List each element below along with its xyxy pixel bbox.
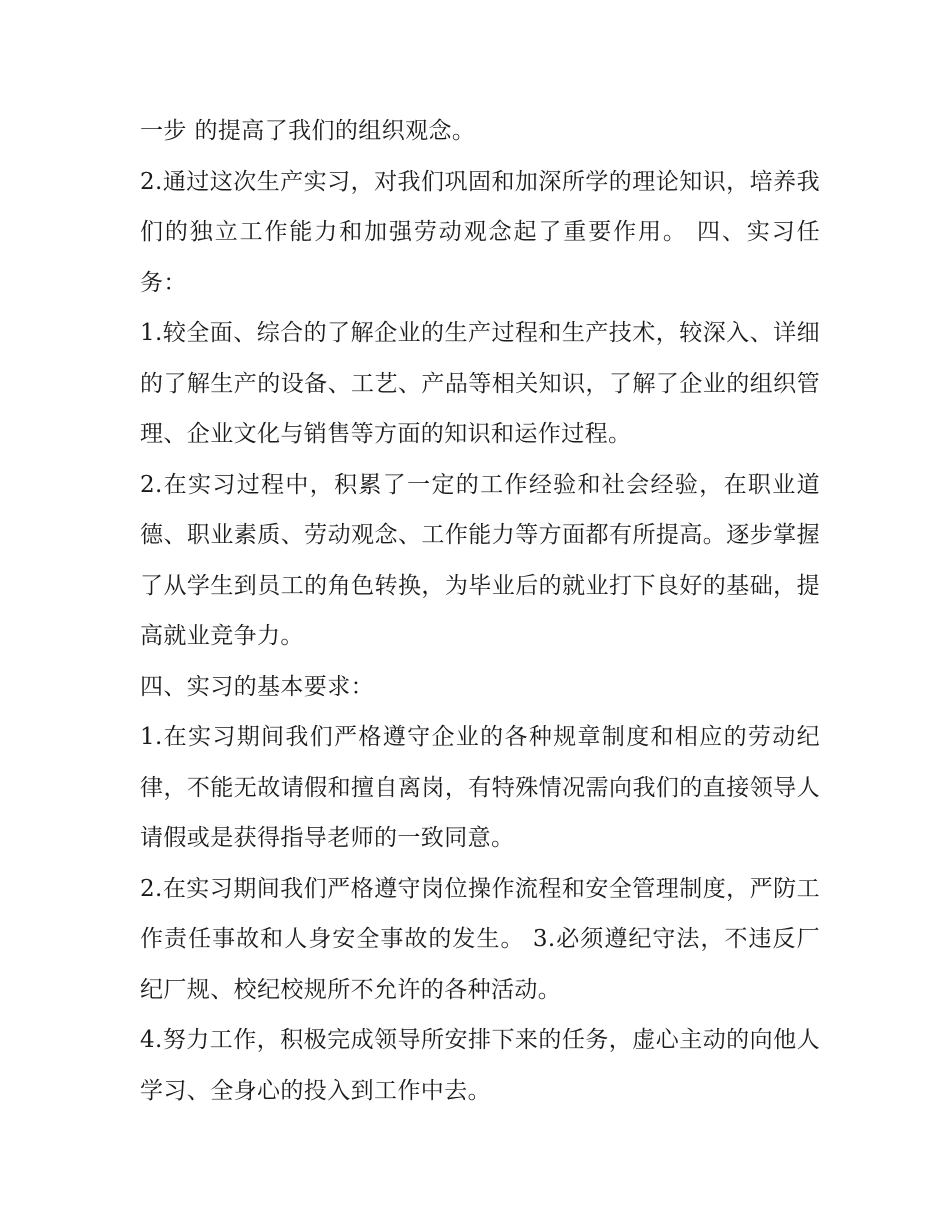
paragraph-item: 2.在实习过程中，积累了一定的工作经验和社会经验，在职业道德、职业素质、劳动观念、工作能力等方面都有所提高。逐步掌握了从学生到员工的角色转换，为毕业后的就业打下良好的基础，提高就业竞争力。 bbox=[140, 471, 820, 649]
document-body bbox=[140, 106, 820, 1116]
paragraph-item: 2.在实习期间我们严格遵守岗位操作流程和安全管理制度，严防工作责任事故和人身安全事故的发生。 3.必须遵纪守法，不违反厂纪厂规、校纪校规所不允许的各种活动。 bbox=[140, 875, 820, 1003]
paragraph-item: 1.在实习期间我们严格遵守企业的各种规章制度和相应的劳动纪律，不能无故请假和擅自离岗，有特殊情况需向我们的直接领导人请假或是获得指导老师的一致同意。 bbox=[140, 724, 820, 851]
paragraph-item: 1.较全面、综合的了解企业的生产过程和生产技术，较深入、详细的了解生产的设备、工艺、产品等相关知识，了解了企业的组织管理、企业文化与销售等方面的知识和运作过程。 bbox=[140, 320, 820, 447]
paragraph-item: 2.通过这次生产实习，对我们巩固和加深所学的理论知识，培养我们的独立工作能力和加强劳动观念起了重要作用。 四、实习任务： bbox=[140, 168, 820, 296]
paragraph-item: 4.努力工作，积极完成领导所安排下来的任务，虚心主动的向他人学习、全身心的投入到工作中去。 bbox=[140, 1027, 820, 1104]
paragraph-continuation: 一步 的提高了我们的组织观念。 bbox=[140, 118, 476, 144]
section-heading: 四、实习的基本要求： bbox=[140, 673, 374, 700]
